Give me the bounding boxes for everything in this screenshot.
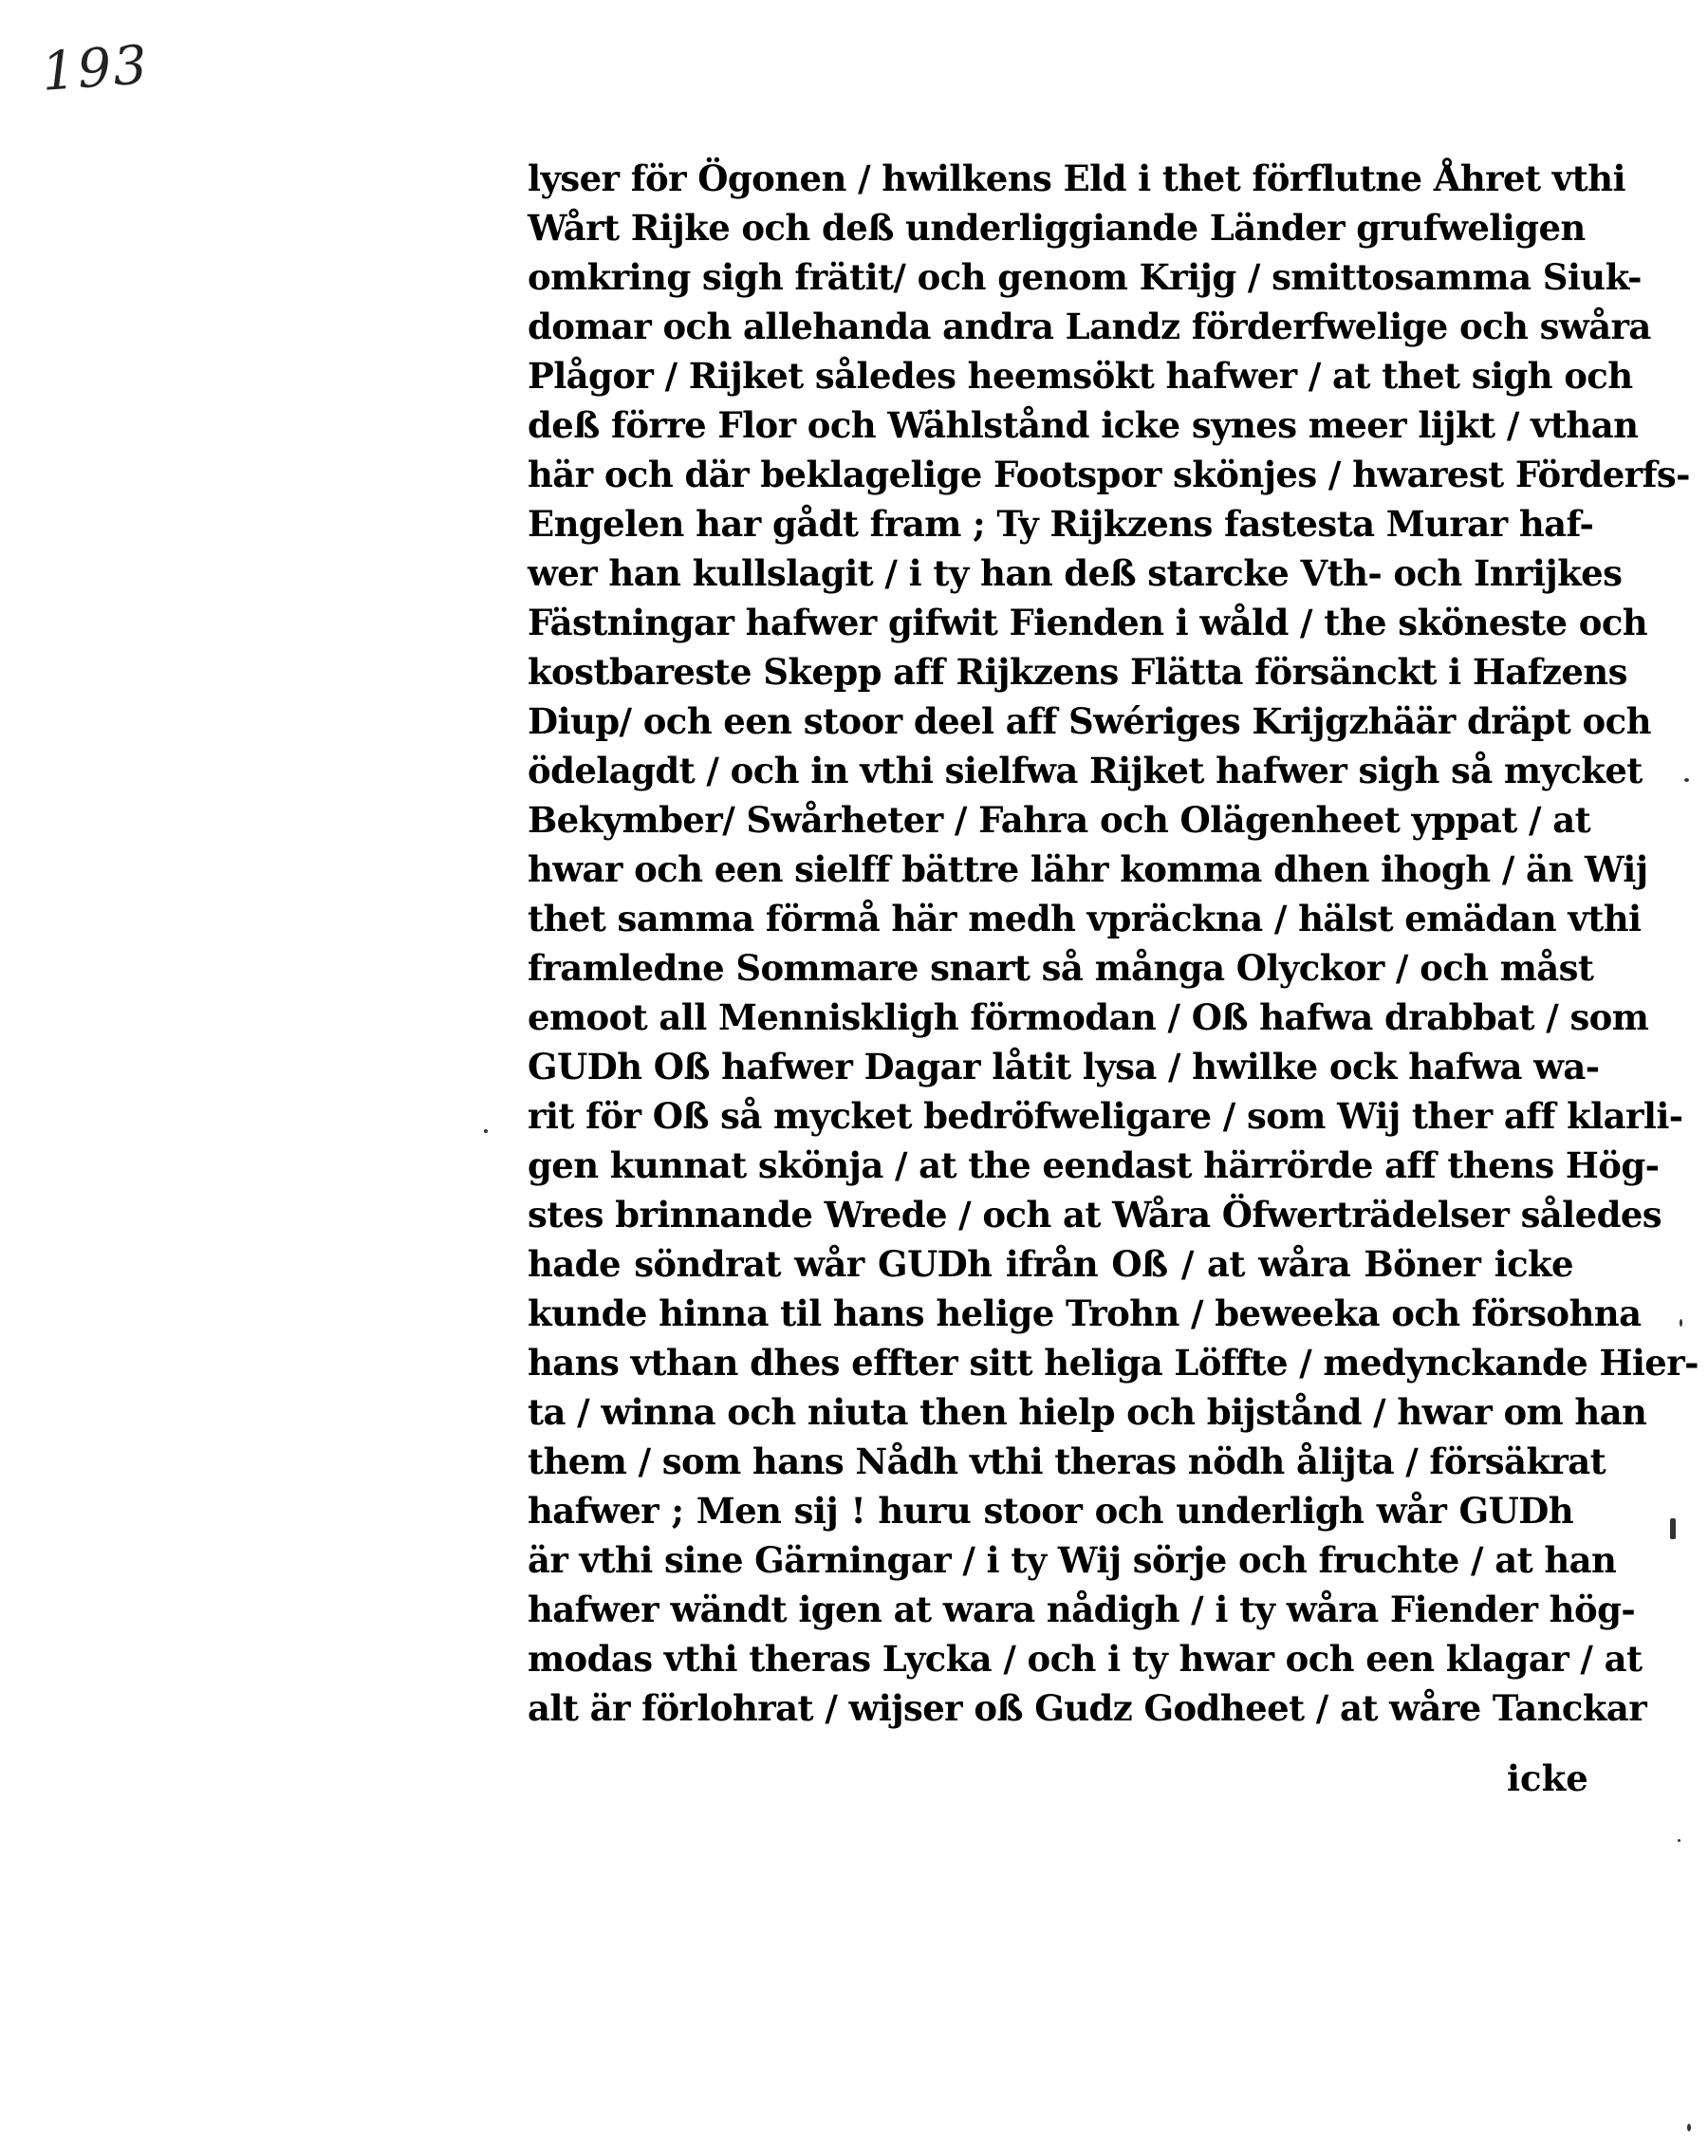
text-line: här och där beklagelige Footspor skönjes / hwarest Förderfs- xyxy=(528,454,1690,495)
text-body xyxy=(528,154,1699,1733)
text-line: ta / winna och niuta then hielp och bijstånd / hwar om han xyxy=(528,1391,1647,1433)
text-line: thet samma förmå här medh vpräckna / hälst emädan vthi xyxy=(528,898,1642,939)
text-line: modas vthi theras Lycka / och i ty hwar och een klagar / at xyxy=(528,1638,1643,1680)
text-line: hwar och een sielff bättre lähr komma dhen ihogh / än Wij xyxy=(528,848,1648,890)
text-line: lyser för Ögonen / hwilkens Eld i thet förflutne Åhret vthi xyxy=(528,158,1625,199)
text-line: hade söndrat wår GUDh ifrån Oß / at wåra Böner icke xyxy=(528,1243,1573,1285)
text-line: gen kunnat skönja / at the eendast härrörde aff thens Hög- xyxy=(528,1144,1660,1186)
text-line: Engelen har gådt fram ; Ty Rijkzens fastesta Murar haf- xyxy=(528,503,1594,545)
catchword: icke xyxy=(1507,1757,1588,1799)
text-line: hafwer wändt igen at wara nådigh / i ty wåra Fiender hög- xyxy=(528,1589,1636,1630)
text-line: Bekymber/ Swårheter / Fahra och Olägenheet yppat / at xyxy=(528,799,1591,841)
scan-speck xyxy=(1670,1518,1676,1539)
text-line: omkring sigh frätit/ och genom Krijg / smittosamma Siuk- xyxy=(528,256,1642,298)
scan-speck xyxy=(1687,2124,1691,2131)
text-line: kostbareste Skepp aff Rijkzens Flätta försänckt i Hafzens xyxy=(528,651,1627,693)
text-line: Diup/ och een stoor deel aff Swériges Krijgzhäär dräpt och xyxy=(528,700,1651,742)
text-line: Fästningar hafwer gifwit Fienden i wåld / the sköneste och xyxy=(528,602,1648,643)
text-line: GUDh Oß hafwer Dagar låtit lysa / hwilke ock hafwa wa- xyxy=(528,1046,1600,1087)
text-line: stes brinnande Wrede / och at Wåra Öfwerträdelser således xyxy=(528,1194,1662,1236)
text-line: hafwer ; Men sij ! huru stoor och underligh wår GUDh xyxy=(528,1490,1573,1532)
scan-speck xyxy=(484,1129,488,1133)
text-line: är vthi sine Gärningar / i ty Wij sörje och fruchte / at han xyxy=(528,1539,1617,1581)
text-line: wer han kullslagit / i ty han deß starcke Vth- och Inrijkes xyxy=(528,552,1623,594)
scan-speck xyxy=(1680,1319,1682,1327)
text-line: kunde hinna til hans helige Trohn / beweeka och försohna xyxy=(528,1292,1642,1334)
text-line: framledne Sommare snart så många Olyckor / och måst xyxy=(528,947,1594,989)
text-line: ödelagdt / och in vthi sielfwa Rijket hafwer sigh så mycket xyxy=(528,750,1643,791)
text-line: Plågor / Rijket således heemsökt hafwer / at thet sigh och xyxy=(528,355,1633,397)
text-line: rit för Oß så mycket bedröfweligare / som Wij ther aff klarli- xyxy=(528,1095,1683,1137)
page-number: 193 xyxy=(39,34,152,103)
text-line: alt är förlohrat / wijser oß Gudz Godheet / at wåre Tanckar xyxy=(528,1687,1647,1729)
text-line: hans vthan dhes effter sitt heliga Löffte / medynckande Hier- xyxy=(528,1342,1699,1384)
scan-speck xyxy=(1684,778,1689,782)
text-line: deß förre Flor och Wählstånd icke synes meer lijkt / vthan xyxy=(528,404,1639,446)
text-line: domar och allehanda andra Landz förderfwelige och swåra xyxy=(528,306,1651,347)
scan-speck xyxy=(1678,1839,1680,1842)
text-line: them / som hans Nådh vthi theras nödh ålijta / försäkrat xyxy=(528,1440,1606,1482)
text-line: Wårt Rijke och deß underliggiande Länder grufweligen xyxy=(528,207,1586,249)
text-line: emoot all Menniskligh förmodan / Oß hafwa drabbat / som xyxy=(528,996,1649,1038)
